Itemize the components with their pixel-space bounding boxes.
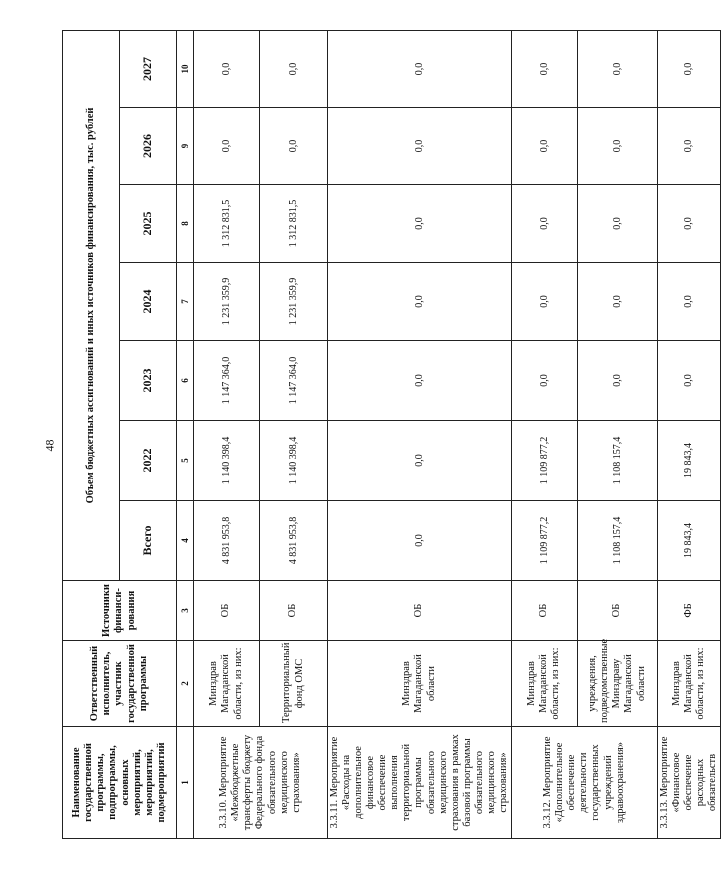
header-responsible: Ответственный исполнитель, участник государственной программы [63,641,177,727]
value-cell: 0,0 [657,263,720,341]
column-number: 2 [177,641,194,727]
value-cell: 0,0 [328,421,512,501]
value-cell: 4 831 953,8 [260,501,328,581]
responsible: Минздрав Магаданской области [328,641,512,727]
responsible: учреждения, подведомственные Минздраву Магаданской области [577,641,657,727]
value-cell: 1 140 398,4 [260,421,328,501]
financing-table [62,30,721,839]
column-number: 8 [177,185,194,263]
value-cell: 0,0 [328,341,512,421]
value-cell: 1 147 364,0 [260,341,328,421]
value-cell: 0,0 [194,30,260,107]
activity-name: 3.3.13. Мероприятие «Финансовое обеспечение расходных обязательств [657,727,720,839]
value-cell: 0,0 [577,30,657,107]
value-cell: 0,0 [328,501,512,581]
value-cell: 19 843,4 [657,501,720,581]
header-year: 2024 [120,263,177,341]
value-cell: 0,0 [657,341,720,421]
responsible: Территориальный фонд ОМС [260,641,328,727]
value-cell: 0,0 [657,185,720,263]
column-number: 10 [177,30,194,107]
value-cell: 1 231 359,9 [194,263,260,341]
value-cell: 0,0 [577,341,657,421]
rotated-table-container [62,31,719,839]
value-cell: 1 312 831,5 [260,185,328,263]
header-source: Источники финанси-рования [63,581,177,641]
value-cell: 1 108 157,4 [577,421,657,501]
funding-source: ОБ [328,581,512,641]
value-cell: 0,0 [328,263,512,341]
value-cell: 0,0 [657,30,720,107]
value-cell: 0,0 [260,30,328,107]
funding-source: ОБ [511,581,577,641]
responsible: Минздрав Магаданской области, из них: [511,641,577,727]
value-cell: 0,0 [577,108,657,185]
column-number: 4 [177,501,194,581]
value-cell: 19 843,4 [657,421,720,501]
funding-source: ФБ [657,581,720,641]
value-cell: 0,0 [511,341,577,421]
value-cell: 0,0 [577,263,657,341]
funding-source: ОБ [577,581,657,641]
value-cell: 1 147 364,0 [194,341,260,421]
value-cell: 0,0 [260,108,328,185]
header-year: 2026 [120,108,177,185]
table-row [577,30,657,838]
activity-name: 3.3.10. Мероприятие «Межбюджетные трансферты бюджету Федерального фонда обязательного медицинского страхования» [194,727,328,839]
header-volume: Объем бюджетных ассигнований и иных источников финансирования, тыс. рублей [63,30,120,580]
value-cell: 0,0 [328,30,512,107]
value-cell: 1 108 157,4 [577,501,657,581]
column-number: 1 [177,727,194,839]
value-cell: 0,0 [577,185,657,263]
page-number: 48 [42,439,57,452]
value-cell: 1 231 359,9 [260,263,328,341]
header-year: 2023 [120,341,177,421]
value-cell: 0,0 [511,108,577,185]
funding-source: ОБ [194,581,260,641]
activity-name: 3.3.12. Мероприятие «Дополнительное обеспечение деятельности государственных учреждений здравоохранения» [511,727,657,839]
value-cell: 0,0 [657,108,720,185]
column-number: 3 [177,581,194,641]
column-number: 7 [177,263,194,341]
header-year: 2025 [120,185,177,263]
value-cell: 1 109 877,2 [511,421,577,501]
header-year: 2022 [120,421,177,501]
value-cell: 0,0 [194,108,260,185]
header-year: Всего [120,501,177,581]
value-cell: 4 831 953,8 [194,501,260,581]
column-number: 5 [177,421,194,501]
value-cell: 1 109 877,2 [511,501,577,581]
table-row [657,30,720,838]
value-cell: 0,0 [511,185,577,263]
value-cell: 0,0 [511,30,577,107]
table-row [328,30,512,838]
value-cell: 0,0 [511,263,577,341]
activity-name: 3.3.11. Мероприятие «Расходы на дополнительное финансовое обеспечение выполнения территориальной программы обязательного медицинского страхования в рамках базовой программы обязательного медицинского страхования» [328,727,512,839]
value-cell: 0,0 [328,185,512,263]
column-number: 9 [177,108,194,185]
table-row [194,30,260,838]
table-row [511,30,577,838]
header-year: 2027 [120,30,177,107]
value-cell: 1 140 398,4 [194,421,260,501]
funding-source: ОБ [260,581,328,641]
value-cell: 1 312 831,5 [194,185,260,263]
table-row [260,30,328,838]
header-name: Наименование государственной программы, подпрограммы, основных мероприятий, мероприятий, подмероприятий [63,727,177,839]
value-cell: 0,0 [328,108,512,185]
column-number: 6 [177,341,194,421]
responsible: Минздрав Магаданской области, из них: [657,641,720,727]
responsible: Минздрав Магаданской области, из них: [194,641,260,727]
